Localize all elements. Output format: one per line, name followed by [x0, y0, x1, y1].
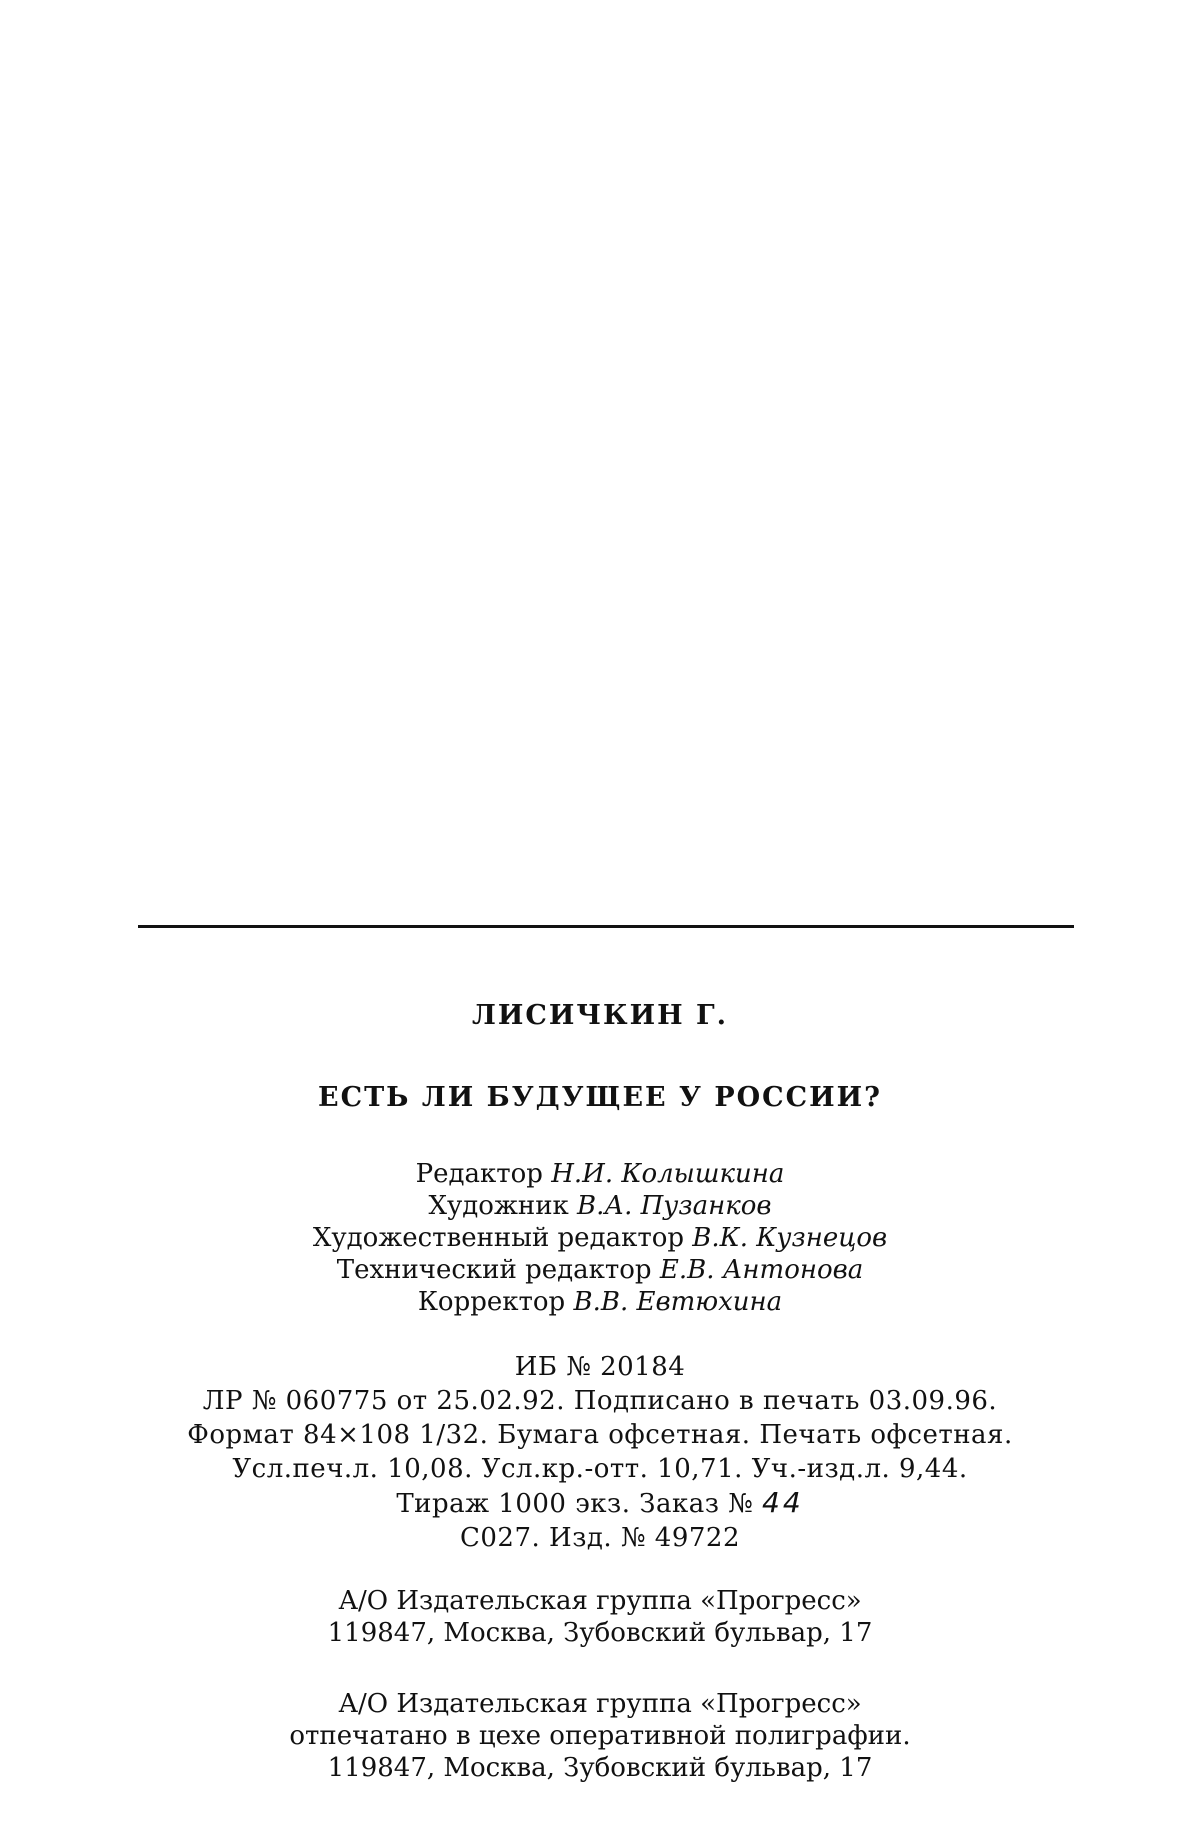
print-run-line: [0, 1486, 1200, 1521]
print-run-text: Тираж 1000 экз. Заказ №: [396, 1489, 754, 1519]
credit-role: Корректор: [417, 1287, 566, 1317]
printer-name: А/О Издательская группа «Прогресс»: [338, 1689, 862, 1719]
credit-person: В.В. Евтюхина: [573, 1287, 783, 1317]
credit-editor: [0, 1158, 1200, 1190]
credit-role: Технический редактор: [336, 1255, 652, 1285]
publisher-name: А/О Издательская группа «Прогресс»: [338, 1586, 862, 1616]
imprint-block: [0, 1350, 1200, 1555]
credit-person: В.А. Пузанков: [577, 1191, 772, 1221]
credit-role: Художник: [428, 1191, 569, 1221]
publisher-address: 119847, Москва, Зубовский бульвар, 17: [327, 1618, 873, 1648]
printer-address: 119847, Москва, Зубовский бульвар, 17: [327, 1753, 873, 1783]
credits-list: [0, 1158, 1200, 1318]
credit-person: Н.И. Колышкина: [551, 1159, 785, 1189]
book-title: ЕСТЬ ЛИ БУДУЩЕЕ У РОССИИ?: [318, 1082, 882, 1113]
credit-proofreader: [0, 1286, 1200, 1318]
format-line: Формат 84×108 1/32. Бумага офсетная. Печать офсетная.: [187, 1420, 1013, 1450]
sheets-line: Усл.печ.л. 10,08. Усл.кр.-отт. 10,71. Уч.-изд.л. 9,44.: [232, 1454, 968, 1484]
author-name: ЛИСИЧКИН Г.: [471, 1000, 729, 1031]
license-line: ЛР № 060775 от 25.02.92. Подписано в печать 03.09.96.: [202, 1386, 998, 1416]
credit-role: Редактор: [415, 1159, 543, 1189]
horizontal-divider: [138, 925, 1074, 928]
credit-person: В.К. Кузнецов: [692, 1223, 888, 1253]
ib-number: ИБ № 20184: [514, 1352, 686, 1382]
edition-line: С027. Изд. № 49722: [459, 1523, 741, 1553]
printer-note: отпечатано в цехе оперативной полиграфии.: [289, 1721, 911, 1751]
publisher-block: [0, 1585, 1200, 1649]
credit-role: Художественный редактор: [312, 1223, 685, 1253]
printer-block: [0, 1688, 1200, 1784]
order-number-handwritten: 44: [762, 1486, 804, 1519]
credit-technical-editor: [0, 1254, 1200, 1286]
credit-art-editor: [0, 1222, 1200, 1254]
credit-artist: [0, 1190, 1200, 1222]
credit-person: Е.В. Антонова: [659, 1255, 864, 1285]
